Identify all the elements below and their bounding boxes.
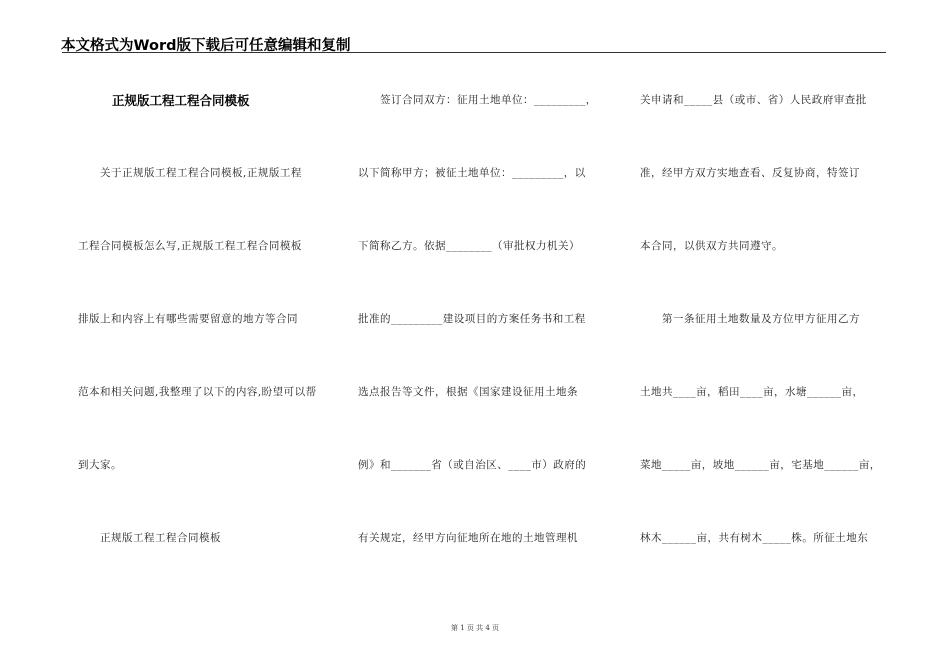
paragraph-line: 批准的_________建设项目的方案任务书和工程 [358, 313, 586, 325]
blank-line [78, 484, 328, 520]
page-number: 第 1 页 共 4 页 [450, 624, 500, 632]
blank-line [640, 119, 895, 155]
header-divider [62, 52, 886, 53]
paragraph-line: 土地共____亩，稻田____亩，水塘______亩， [640, 386, 864, 398]
paragraph-line: 关于正规版工程工程合同模板,正规版工程 [100, 167, 302, 179]
document-title: 正规版工程工程合同模板 [112, 93, 250, 108]
blank-line [640, 338, 895, 374]
paragraph-line: 工程合同模板怎么写,正规版工程工程合同模板 [78, 240, 302, 252]
paragraph-line: 本合同，以供双方共同遵守。 [640, 240, 783, 252]
blank-line [358, 119, 613, 155]
section-subheading: 正规版工程工程合同模板 [100, 532, 221, 544]
blank-line [358, 338, 613, 374]
paragraph-line: 下简称乙方。依据________（审批权力机关） [358, 240, 580, 252]
blank-line [358, 484, 613, 520]
blank-line [358, 411, 613, 447]
text-column-1 [78, 82, 328, 612]
text-column-3 [640, 82, 895, 612]
blank-line [640, 192, 895, 228]
blank-line [640, 411, 895, 447]
paragraph-line: 准，经甲方双方实地查看、反复协商，特签订 [640, 167, 860, 179]
paragraph-line: 签订合同双方：征用土地单位：_________， [380, 94, 597, 106]
paragraph-line: 到大家。 [78, 459, 122, 471]
paragraph-line: 关申请和_____县（或市、省）人民政府审查批 [640, 94, 867, 106]
blank-line [640, 265, 895, 301]
text-column-2 [358, 82, 613, 612]
paragraph-line: 有关规定，经甲方向征地所在地的土地管理机 [358, 532, 578, 544]
article-heading: 第一条征用土地数量及方位甲方征用乙方 [662, 313, 860, 325]
paragraph-line: 选点报告等文件，根据《国家建设征用土地条 [358, 386, 578, 398]
paragraph-line: 菜地_____亩，坡地______亩，宅基地______亩， [640, 459, 881, 471]
paragraph-line: 范本和相关问题,我整理了以下的内容,盼望可以帮 [78, 386, 317, 398]
paragraph-line: 例》和_______省（或自治区、____市）政府的 [358, 459, 587, 471]
blank-line [78, 119, 328, 155]
blank-line [358, 192, 613, 228]
paragraph-line: 以下简称甲方；被征土地单位：_________，以 [358, 167, 586, 179]
blank-line [78, 265, 328, 301]
blank-line [78, 192, 328, 228]
blank-line [358, 265, 613, 301]
blank-line [78, 338, 328, 374]
paragraph-line: 林木______亩，共有树木_____株。所征土地东 [640, 532, 869, 544]
document-header: 本文格式为Word版下载后可任意编辑和复制 [61, 38, 351, 54]
blank-line [640, 484, 895, 520]
paragraph-line: 排版上和内容上有哪些需要留意的地方等合同 [78, 313, 298, 325]
blank-line [78, 411, 328, 447]
